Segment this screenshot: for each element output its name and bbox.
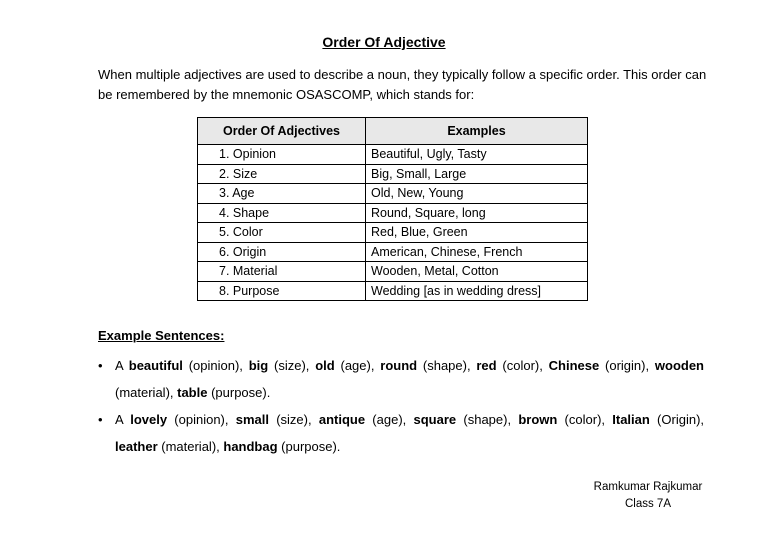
sentence-text: (origin),: [599, 358, 655, 373]
adjective-word: brown: [518, 412, 558, 427]
table-cell-examples: Wooden, Metal, Cotton: [366, 262, 588, 282]
adjective-word: square: [413, 412, 457, 427]
author-name: Ramkumar Rajkumar: [593, 481, 703, 493]
sentence-text: A: [115, 358, 129, 373]
adjective-word: old: [315, 358, 335, 373]
adjective-order-table: [197, 117, 588, 301]
table-row: [198, 281, 588, 301]
table-row: [198, 262, 588, 282]
intro-paragraph: When multiple adjectives are used to describe a noun, they typically follow a specific order. This order can be remembered by the mnemonic OSASCOMP, which stands for:: [98, 67, 707, 102]
adjective-word: wooden: [654, 358, 704, 373]
adjective-word: lovely: [130, 412, 168, 427]
table-cell-examples: Old, New, Young: [366, 184, 588, 204]
table-row: [198, 223, 588, 243]
table-row: [198, 164, 588, 184]
table-cell-examples: Red, Blue, Green: [366, 223, 588, 243]
sentence-text: (color),: [496, 358, 549, 373]
examples-heading: Example Sentences:: [98, 328, 225, 343]
table-cell-order: 3. Age: [198, 184, 366, 204]
sentence-text: (material),: [157, 439, 224, 454]
table-cell-order: 4. Shape: [198, 203, 366, 223]
table-cell-examples: American, Chinese, French: [366, 242, 588, 262]
sentence-text: (color),: [557, 412, 613, 427]
sentence-text: (material),: [115, 385, 178, 400]
sentence-text: (age),: [334, 358, 381, 373]
page-title: Order Of Adjective: [322, 34, 446, 50]
sentence-text: (age),: [365, 412, 414, 427]
table-header-examples: Examples: [366, 118, 588, 145]
table-row: [198, 242, 588, 262]
table-cell-order: 1. Opinion: [198, 145, 366, 165]
table-cell-examples: Round, Square, long: [366, 203, 588, 223]
list-item: [98, 352, 704, 406]
table-cell-examples: Wedding [as in wedding dress]: [366, 281, 588, 301]
adjective-word: beautiful: [128, 358, 183, 373]
table-cell-order: 5. Color: [198, 223, 366, 243]
table-row: [198, 145, 588, 165]
table-cell-order: 6. Origin: [198, 242, 366, 262]
sentence-text: (purpose).: [207, 385, 271, 400]
adjective-word: Chinese: [548, 358, 600, 373]
adjective-word: red: [476, 358, 497, 373]
adjective-word: small: [235, 412, 269, 427]
sentence-text: (purpose).: [277, 439, 341, 454]
adjective-word: table: [177, 385, 208, 400]
sentence-text: (size),: [268, 412, 319, 427]
table-cell-order: 2. Size: [198, 164, 366, 184]
example-sentence-list: [98, 352, 704, 460]
sentence-text: (opinion),: [182, 358, 249, 373]
table-row: [198, 203, 588, 223]
author-signature: [580, 479, 716, 513]
table-cell-order: 7. Material: [198, 262, 366, 282]
sentence-text: (shape),: [417, 358, 477, 373]
table-row: [198, 184, 588, 204]
sentence-text: (shape),: [456, 412, 519, 427]
adjective-word: handbag: [223, 439, 278, 454]
bullet-icon: •: [98, 412, 103, 427]
table-header-order: Order Of Adjectives: [198, 118, 366, 145]
adjective-word: leather: [115, 439, 158, 454]
adjective-word: round: [380, 358, 418, 373]
sentence-text: (opinion),: [167, 412, 236, 427]
table-header-row: [198, 118, 588, 145]
adjective-word: antique: [318, 412, 366, 427]
sentence-text: (Origin),: [649, 412, 705, 427]
table-cell-examples: Big, Small, Large: [366, 164, 588, 184]
bullet-icon: •: [98, 358, 103, 373]
list-item: [98, 406, 704, 460]
table-cell-examples: Beautiful, Ugly, Tasty: [366, 145, 588, 165]
sentence-text: A: [115, 412, 131, 427]
table-cell-order: 8. Purpose: [198, 281, 366, 301]
sentence-text: (size),: [268, 358, 316, 373]
author-class: Class 7A: [624, 498, 672, 510]
adjective-word: big: [248, 358, 269, 373]
adjective-word: Italian: [612, 412, 650, 427]
